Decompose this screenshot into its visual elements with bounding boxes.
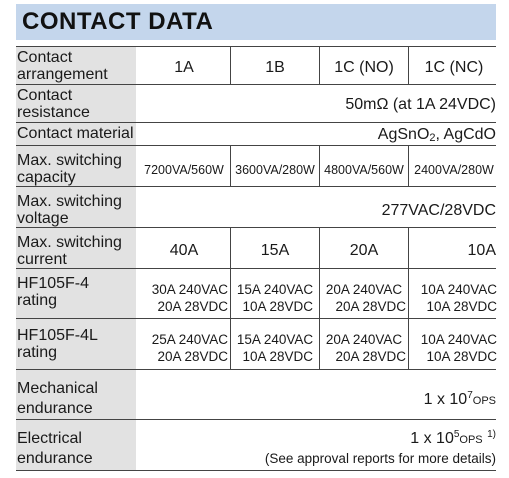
section-title: CONTACT DATA [22,8,214,35]
switching-voltage-value: 277VAC/28VDC [381,202,496,219]
label-line: rating [17,292,58,309]
label-line: resistance [17,104,90,121]
column-divider [230,228,231,370]
label-hf105f-4-rating [16,269,136,319]
hf105f4-rating-1c-nc [409,281,499,315]
arrangement-1a: 1A [174,59,194,76]
label-line: endurance [17,400,93,417]
rating-line: 10A 28VDC [242,349,313,364]
label-hf105f-4l-rating [16,319,136,369]
rating-line: 20A 28VDC [157,299,228,314]
label-max-switching-capacity [16,146,136,187]
label-line: Max. switching [17,152,122,169]
column-divider [319,46,320,85]
column-divider [408,46,409,85]
label-max-switching-voltage [16,187,136,228]
material-text: , AgCdO [435,126,496,143]
capacity-1b: 3600VA/280W [235,163,315,177]
capacity-1c-nc: 2400VA/280W [414,163,494,177]
hf105f4-rating-1c-no [320,281,408,315]
current-1a: 40A [169,242,199,259]
column-divider [230,46,231,85]
label-line: Contact [17,87,73,104]
capacity-1c-no: 4800VA/560W [324,163,404,177]
row-divider [16,470,496,471]
contact-material-value [140,126,498,143]
rating-line: 15A 240VAC [236,282,314,297]
endurance-exponent: 7 [467,390,473,401]
hf105f4-rating-1b [231,281,319,315]
label-max-switching-current [16,228,136,269]
rating-line: 10A 28VDC [426,299,497,314]
label-contact-arrangement [16,46,136,85]
hf105f4-rating-1a [138,281,230,315]
label-line: endurance [17,450,93,467]
label-line: Electrical [17,430,82,447]
rating-line: 10A 28VDC [242,299,313,314]
mechanical-endurance-value [140,391,498,410]
column-divider [319,228,320,370]
rating-line: 25A 240VAC [151,332,228,347]
rating-line: 20A 240VAC [325,332,403,347]
rating-line: 10A 28VDC [426,349,497,364]
row-divider [16,46,496,47]
rating-line: 20A 28VDC [157,349,228,364]
rating-line: 20A 240VAC [325,282,403,297]
electrical-endurance-note: (See approval reports for more details) [264,451,496,466]
label-line: Max. switching [17,234,122,251]
column-divider [408,146,409,187]
label-line: Contact material [17,125,134,142]
current-1c-no: 20A [349,242,379,259]
rating-line: 30A 240VAC [151,282,228,297]
endurance-base: 1 x 10 [410,430,454,447]
label-line: rating [17,344,58,361]
electrical-endurance-value [140,430,498,449]
column-divider [319,146,320,187]
endurance-unit: OPS [459,434,483,446]
contact-resistance-value: 50mΩ (at 1A 24VDC) [345,96,496,113]
label-line: current [17,251,67,268]
current-1b: 15A [260,242,290,259]
rating-line: 20A 28VDC [335,349,406,364]
label-contact-material [16,123,136,145]
rating-line: 10A 240VAC [420,282,497,297]
column-divider [408,228,409,370]
label-line: voltage [17,210,69,227]
section-header [16,4,496,40]
arrangement-1c-no: 1C (NO) [334,59,394,76]
label-line: Contact [17,49,73,66]
hf105f4l-rating-1a [138,331,230,365]
label-line: Max. switching [17,193,122,210]
column-divider [230,146,231,187]
material-subscript: 2 [429,132,436,144]
rating-line: 15A 240VAC [236,332,314,347]
material-text: AgSnO [377,126,430,143]
label-line: arrangement [17,66,108,83]
label-line: HF105F-4 [17,275,90,292]
hf105f4l-rating-1b [231,331,319,365]
footnote-marker: 1) [487,429,496,440]
label-line: HF105F-4L [17,327,98,344]
current-1c-nc: 10A [467,242,496,259]
endurance-base: 1 x 10 [423,391,468,408]
label-line: capacity [17,169,76,186]
arrangement-1c-nc: 1C (NC) [424,59,484,76]
label-mechanical-endurance [16,370,136,420]
capacity-1a: 7200VA/560W [144,163,224,177]
endurance-exponent: 5 [453,429,460,440]
hf105f4l-rating-1c-no [320,331,408,365]
label-line: Mechanical [17,380,98,397]
arrangement-1b: 1B [265,59,285,76]
rating-line: 20A 28VDC [335,299,406,314]
hf105f4l-rating-1c-nc [409,331,499,365]
rating-line: 10A 240VAC [420,332,497,347]
label-contact-resistance [16,85,136,123]
label-electrical-endurance [16,420,136,471]
endurance-unit: OPS [472,395,496,407]
